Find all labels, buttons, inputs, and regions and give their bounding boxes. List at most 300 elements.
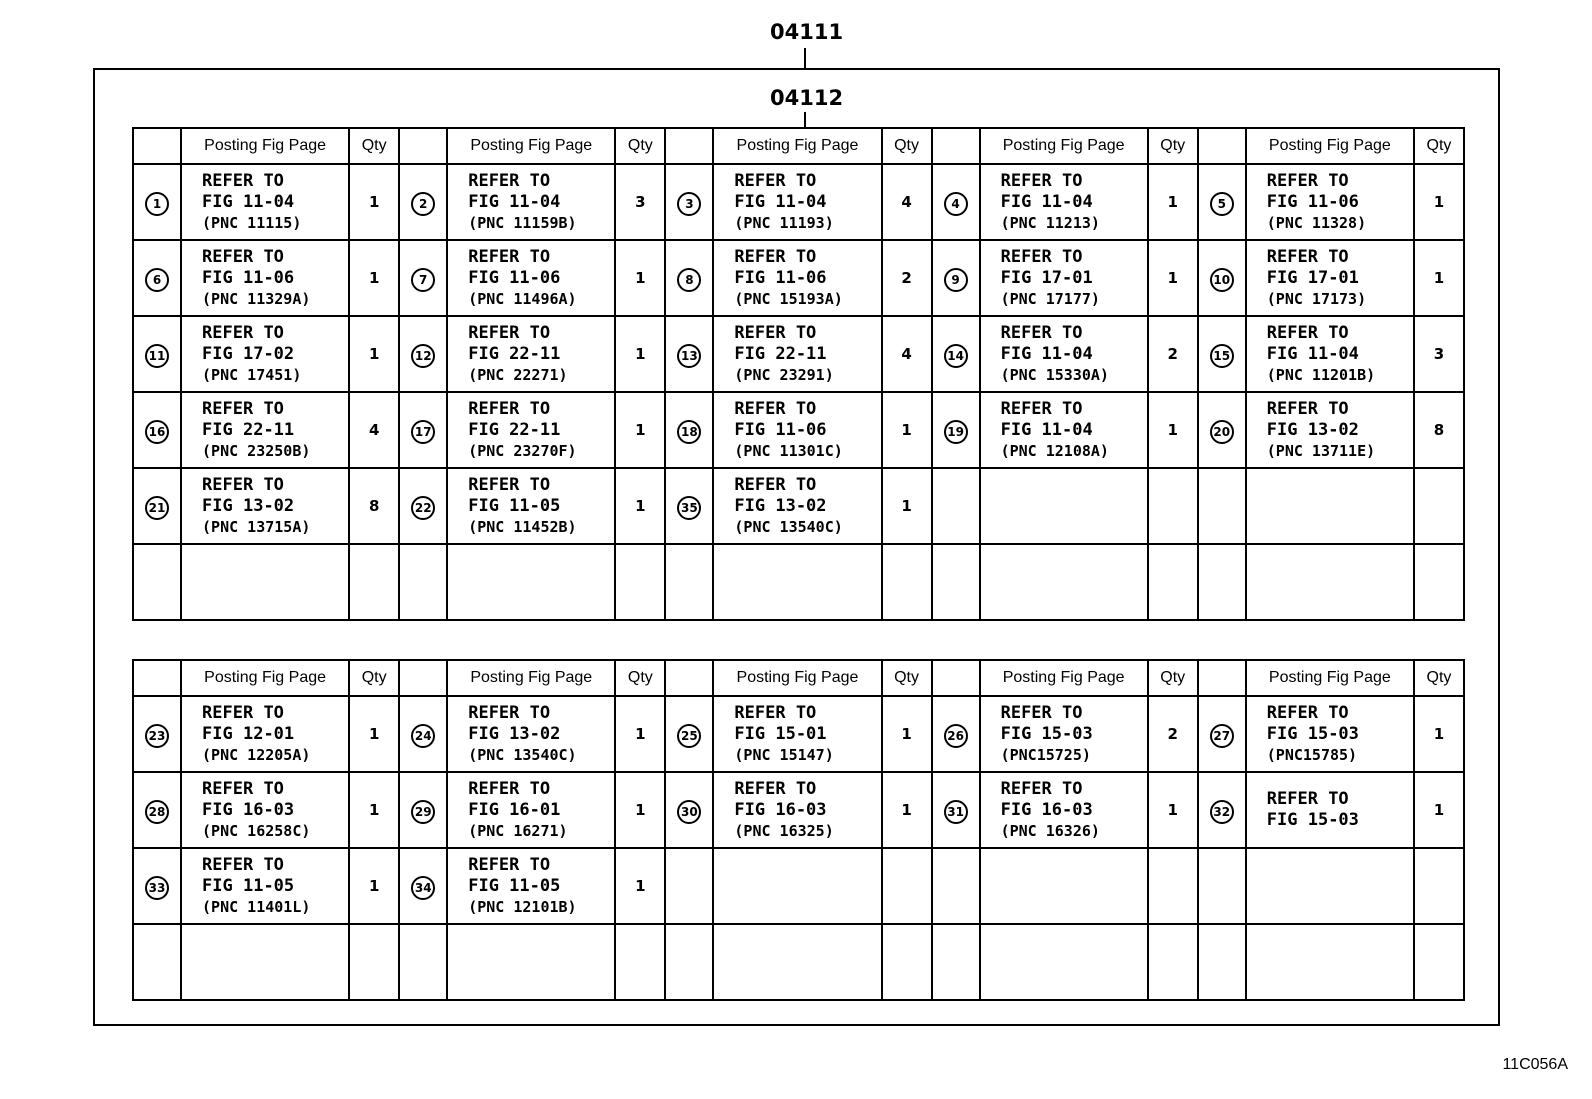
callout-number-cell [399, 848, 447, 924]
posting-reference-cell [980, 240, 1148, 316]
fig-page-text: FIG 15-01 [734, 723, 827, 744]
callout-number-cell [932, 544, 980, 620]
fig-page-text: FIG 17-01 [1266, 267, 1359, 288]
refer-to-text: REFER TO [1000, 778, 1083, 799]
header-posting-fig-page: Posting Fig Page [181, 128, 349, 164]
posting-reference-cell [980, 468, 1148, 544]
pnc-text: (PNC 15147) [734, 745, 834, 764]
refer-to-text: REFER TO [468, 170, 551, 191]
callout-number-cell [932, 164, 980, 240]
pnc-text: (PNC 11193) [734, 213, 834, 232]
callout-number: 3 [677, 192, 701, 216]
qty-cell [1414, 924, 1464, 1000]
header-blank [1198, 660, 1246, 696]
callout-number: 13 [677, 344, 701, 368]
callout-number-cell [133, 316, 181, 392]
fig-page-text: FIG 16-03 [202, 799, 295, 820]
posting-reference-cell [713, 392, 881, 468]
pnc-text: (PNC15785) [1266, 745, 1358, 764]
callout-number: 31 [944, 800, 968, 824]
fig-page-text: FIG 11-06 [202, 267, 295, 288]
header-qty: Qty [1148, 660, 1198, 696]
fig-page-text: FIG 11-04 [1000, 419, 1093, 440]
callout-number-cell [399, 392, 447, 468]
qty-cell: 8 [349, 468, 399, 544]
qty-cell: 2 [1148, 316, 1198, 392]
qty-cell: 1 [615, 316, 665, 392]
callout-number-cell [932, 468, 980, 544]
fig-page-text: FIG 11-04 [1266, 343, 1359, 364]
fig-page-text: FIG 15-03 [1000, 723, 1093, 744]
header-blank [665, 660, 713, 696]
posting-reference-cell [980, 772, 1148, 848]
refer-to-text: REFER TO [734, 474, 817, 495]
refer-to-text: REFER TO [202, 854, 284, 875]
qty-cell [349, 924, 399, 1000]
table-row [133, 772, 1464, 848]
callout-number-cell [1198, 848, 1246, 924]
refer-to-text: REFER TO [734, 398, 817, 419]
fig-page-text: FIG 22-11 [202, 419, 295, 440]
table-row [133, 164, 1464, 240]
header-blank [399, 660, 447, 696]
pnc-text: (PNC 11159B) [468, 213, 577, 232]
pnc-text: (PNC 11115) [202, 213, 302, 232]
fig-page-text: FIG 11-04 [734, 191, 827, 212]
table-row [133, 316, 1464, 392]
qty-cell: 1 [1148, 164, 1198, 240]
header-qty: Qty [615, 128, 665, 164]
fig-page-text: FIG 11-04 [468, 191, 561, 212]
header-qty: Qty [1414, 660, 1464, 696]
callout-number-cell [932, 696, 980, 772]
posting-reference-cell [980, 848, 1148, 924]
refer-to-text: REFER TO [202, 474, 284, 495]
pnc-text: (PNC 12108A) [1000, 441, 1109, 460]
fig-page-text: FIG 16-03 [1000, 799, 1093, 820]
callout-number-cell [399, 316, 447, 392]
callout-number-cell [133, 696, 181, 772]
header-posting-fig-page: Posting Fig Page [447, 128, 615, 164]
callout-number: 12 [411, 344, 435, 368]
pnc-text: (PNC 11301C) [734, 441, 843, 460]
pnc-text: (PNC 23270F) [468, 441, 577, 460]
posting-reference-cell [1246, 240, 1414, 316]
table-header-row [133, 128, 1464, 164]
fig-page-text: FIG 11-06 [734, 419, 827, 440]
callout-number-cell [932, 316, 980, 392]
callout-number-cell [399, 468, 447, 544]
pnc-text: (PNC 12205A) [202, 745, 311, 764]
qty-cell [615, 924, 665, 1000]
callout-number-cell [133, 544, 181, 620]
callout-number: 24 [411, 724, 435, 748]
pnc-text: (PNC 16258C) [202, 821, 311, 840]
fig-page-text: FIG 12-01 [202, 723, 295, 744]
refer-to-text: REFER TO [468, 854, 551, 875]
callout-number-cell [1198, 316, 1246, 392]
fig-page-text: FIG 16-03 [734, 799, 827, 820]
pnc-text: (PNC 11401L) [202, 897, 311, 916]
refer-to-text: REFER TO [1266, 789, 1349, 809]
refer-to-text: REFER TO [734, 702, 817, 723]
qty-cell: 1 [1414, 696, 1464, 772]
posting-reference-cell [1246, 696, 1414, 772]
refer-to-text: REFER TO [1000, 170, 1083, 191]
posting-reference-cell [1246, 924, 1414, 1000]
refer-to-text: REFER TO [202, 398, 284, 419]
refer-to-text: REFER TO [1266, 170, 1349, 191]
callout-number-cell [399, 164, 447, 240]
callout-number-cell [932, 772, 980, 848]
pnc-text: (PNC 16326) [1000, 821, 1100, 840]
fig-page-text: FIG 17-02 [202, 343, 295, 364]
refer-to-text: REFER TO [202, 322, 284, 343]
pnc-text: (PNC 13540C) [468, 745, 577, 764]
fig-page-text: FIG 22-11 [468, 343, 561, 364]
refer-to-text: REFER TO [1266, 246, 1349, 267]
posting-reference-cell [713, 696, 881, 772]
fig-page-text: FIG 13-02 [1266, 419, 1359, 440]
fig-page-text: FIG 11-06 [468, 267, 561, 288]
callout-number: 35 [677, 496, 701, 520]
qty-cell: 4 [882, 164, 932, 240]
subassembly-number: 04112 [770, 86, 844, 110]
posting-reference-cell [447, 544, 615, 620]
callout-number: 21 [145, 496, 169, 520]
refer-to-text: REFER TO [202, 778, 284, 799]
pnc-text: (PNC 13711E) [1266, 441, 1376, 460]
header-posting-fig-page: Posting Fig Page [181, 660, 349, 696]
header-blank [665, 128, 713, 164]
header-blank [133, 660, 181, 696]
callout-number: 23 [145, 724, 169, 748]
callout-number: 18 [677, 420, 701, 444]
callout-number-cell [665, 924, 713, 1000]
fig-page-text: FIG 11-04 [1000, 191, 1093, 212]
qty-cell: 1 [615, 696, 665, 772]
pnc-text: (PNC 11328) [1266, 213, 1367, 232]
posting-reference-cell [713, 848, 881, 924]
pnc-text: (PNC 17177) [1000, 289, 1100, 308]
pnc-text: (PNC 17451) [202, 365, 302, 384]
callout-number-cell [932, 240, 980, 316]
parts-table-lower [132, 659, 1465, 1001]
fig-page-text: FIG 11-05 [202, 875, 295, 896]
posting-reference-cell [181, 544, 349, 620]
fig-page-text: FIG 13-02 [202, 495, 295, 516]
posting-reference-cell [447, 164, 615, 240]
table-header-row [133, 660, 1464, 696]
posting-reference-cell [447, 696, 615, 772]
refer-to-text: REFER TO [468, 474, 551, 495]
pnc-text: (PNC 16325) [734, 821, 834, 840]
qty-cell: 1 [1414, 164, 1464, 240]
callout-number-cell [665, 468, 713, 544]
refer-to-text: REFER TO [202, 246, 284, 267]
refer-to-text: REFER TO [734, 778, 817, 799]
posting-reference-cell [713, 240, 881, 316]
header-blank [1198, 128, 1246, 164]
refer-to-text: REFER TO [1266, 398, 1349, 419]
qty-cell: 1 [349, 848, 399, 924]
refer-to-text: REFER TO [1000, 398, 1083, 419]
posting-reference-cell [980, 544, 1148, 620]
qty-cell: 1 [1148, 772, 1198, 848]
qty-cell: 1 [882, 696, 932, 772]
pnc-text: (PNC 15330A) [1000, 365, 1109, 384]
header-blank [399, 128, 447, 164]
qty-cell: 4 [349, 392, 399, 468]
callout-number: 29 [411, 800, 435, 824]
fig-page-text: FIG 22-11 [734, 343, 827, 364]
header-posting-fig-page: Posting Fig Page [1246, 660, 1414, 696]
qty-cell [882, 924, 932, 1000]
callout-number-cell [932, 924, 980, 1000]
posting-reference-cell [713, 316, 881, 392]
refer-to-text: REFER TO [1000, 322, 1083, 343]
pnc-text: (PNC 12101B) [468, 897, 577, 916]
callout-number: 15 [1210, 344, 1234, 368]
header-posting-fig-page: Posting Fig Page [1246, 128, 1414, 164]
pnc-text: (PNC 22271) [468, 365, 568, 384]
header-qty: Qty [882, 128, 932, 164]
callout-number: 26 [944, 724, 968, 748]
posting-reference-cell [980, 164, 1148, 240]
callout-number: 19 [944, 420, 968, 444]
qty-cell: 1 [615, 392, 665, 468]
callout-number-cell [399, 544, 447, 620]
callout-number-cell [1198, 468, 1246, 544]
refer-to-text: REFER TO [468, 322, 551, 343]
refer-to-text: REFER TO [202, 702, 284, 723]
fig-page-text: FIG 11-05 [468, 875, 561, 896]
qty-cell: 1 [1148, 392, 1198, 468]
header-posting-fig-page: Posting Fig Page [980, 660, 1148, 696]
callout-number-cell [1198, 392, 1246, 468]
posting-reference-cell [181, 924, 349, 1000]
callout-number-cell [399, 696, 447, 772]
qty-cell [1148, 544, 1198, 620]
fig-page-text: FIG 11-06 [1266, 191, 1359, 212]
posting-reference-cell [713, 468, 881, 544]
refer-to-text: REFER TO [1000, 702, 1083, 723]
qty-cell: 1 [615, 240, 665, 316]
pnc-text: (PNC 15193A) [734, 289, 843, 308]
refer-to-text: REFER TO [734, 246, 817, 267]
callout-number: 34 [411, 876, 435, 900]
callout-number: 20 [1210, 420, 1234, 444]
qty-cell: 1 [349, 772, 399, 848]
posting-reference-cell [980, 696, 1148, 772]
pnc-text: (PNC 23291) [734, 365, 834, 384]
posting-reference-cell [181, 696, 349, 772]
table-row [133, 696, 1464, 772]
qty-cell [615, 544, 665, 620]
pnc-text: (PNC 16271) [468, 821, 568, 840]
callout-number-cell [665, 164, 713, 240]
table-row [133, 392, 1464, 468]
posting-reference-cell [181, 772, 349, 848]
posting-reference-cell [713, 544, 881, 620]
callout-number-cell [133, 392, 181, 468]
posting-reference-cell [447, 848, 615, 924]
callout-number: 33 [145, 876, 169, 900]
fig-page-text: FIG 11-06 [734, 267, 827, 288]
qty-cell: 1 [882, 468, 932, 544]
fig-page-text: FIG 15-03 [1266, 810, 1359, 830]
callout-number-cell [399, 772, 447, 848]
callout-number-cell [665, 848, 713, 924]
callout-number-cell [665, 240, 713, 316]
header-qty: Qty [1414, 128, 1464, 164]
callout-number: 9 [944, 268, 968, 292]
callout-number-cell [133, 772, 181, 848]
pnc-text: (PNC 23250B) [202, 441, 311, 460]
callout-number-cell [133, 924, 181, 1000]
callout-number: 27 [1210, 724, 1234, 748]
posting-reference-cell [980, 392, 1148, 468]
fig-page-text: FIG 13-02 [468, 723, 561, 744]
fig-page-text: FIG 11-04 [1000, 343, 1093, 364]
callout-number: 10 [1210, 268, 1234, 292]
figure-id: 11C056A [1502, 1056, 1568, 1073]
header-blank [932, 128, 980, 164]
header-qty: Qty [1148, 128, 1198, 164]
qty-cell: 3 [615, 164, 665, 240]
callout-number: 14 [944, 344, 968, 368]
posting-reference-cell [447, 468, 615, 544]
callout-number: 16 [145, 420, 169, 444]
callout-number-cell [665, 696, 713, 772]
qty-cell [1148, 924, 1198, 1000]
callout-number-cell [1198, 924, 1246, 1000]
refer-to-text: REFER TO [734, 170, 817, 191]
posting-reference-cell [181, 316, 349, 392]
qty-cell: 1 [349, 316, 399, 392]
table-row [133, 468, 1464, 544]
posting-reference-cell [181, 240, 349, 316]
assembly-number: 04111 [770, 20, 844, 44]
posting-reference-cell [181, 392, 349, 468]
posting-reference-cell [1246, 468, 1414, 544]
fig-page-text: FIG 15-03 [1266, 723, 1359, 744]
posting-reference-cell [1246, 316, 1414, 392]
posting-reference-cell [447, 316, 615, 392]
callout-number-cell [1198, 544, 1246, 620]
callout-number-cell [1198, 772, 1246, 848]
qty-cell: 1 [349, 696, 399, 772]
fig-page-text: FIG 22-11 [468, 419, 561, 440]
header-qty: Qty [349, 128, 399, 164]
table-row [133, 240, 1464, 316]
callout-number: 2 [411, 192, 435, 216]
refer-to-text: REFER TO [1000, 246, 1083, 267]
subassembly-leader-line [804, 112, 806, 128]
qty-cell: 1 [349, 164, 399, 240]
posting-reference-cell [1246, 848, 1414, 924]
posting-reference-cell [447, 392, 615, 468]
parts-table-upper [132, 127, 1465, 621]
header-posting-fig-page: Posting Fig Page [447, 660, 615, 696]
callout-number-cell [665, 772, 713, 848]
refer-to-text: REFER TO [468, 246, 551, 267]
refer-to-text: REFER TO [468, 398, 551, 419]
qty-cell: 1 [615, 772, 665, 848]
refer-to-text: REFER TO [1266, 322, 1349, 343]
posting-reference-cell [447, 772, 615, 848]
refer-to-text: REFER TO [468, 702, 551, 723]
qty-cell: 2 [1148, 696, 1198, 772]
callout-number: 6 [145, 268, 169, 292]
fig-page-text: FIG 16-01 [468, 799, 561, 820]
callout-number-cell [1198, 164, 1246, 240]
fig-page-text: FIG 11-05 [468, 495, 561, 516]
callout-number: 11 [145, 344, 169, 368]
callout-number: 8 [677, 268, 701, 292]
pnc-text: (PNC 11452B) [468, 517, 577, 536]
callout-number: 32 [1210, 800, 1234, 824]
qty-cell [1414, 544, 1464, 620]
qty-cell: 1 [1148, 240, 1198, 316]
header-qty: Qty [615, 660, 665, 696]
posting-reference-cell [447, 924, 615, 1000]
pnc-text: (PNC15725) [1000, 745, 1091, 764]
refer-to-text: REFER TO [202, 170, 284, 191]
pnc-text: (PNC 11213) [1000, 213, 1100, 232]
posting-reference-cell [980, 316, 1148, 392]
posting-reference-cell [1246, 164, 1414, 240]
qty-cell [1148, 848, 1198, 924]
qty-cell: 1 [1414, 772, 1464, 848]
qty-cell: 3 [1414, 316, 1464, 392]
callout-number: 22 [411, 496, 435, 520]
pnc-text: (PNC 11329A) [202, 289, 311, 308]
posting-reference-cell [181, 468, 349, 544]
posting-reference-cell [713, 924, 881, 1000]
qty-cell [1414, 848, 1464, 924]
qty-cell [349, 544, 399, 620]
posting-reference-cell [181, 164, 349, 240]
callout-number-cell [665, 544, 713, 620]
header-posting-fig-page: Posting Fig Page [713, 128, 881, 164]
pnc-text: (PNC 17173) [1266, 289, 1367, 308]
qty-cell [1414, 468, 1464, 544]
qty-cell: 1 [615, 848, 665, 924]
callout-number: 25 [677, 724, 701, 748]
pnc-text: (PNC 11496A) [468, 289, 577, 308]
qty-cell: 1 [1414, 240, 1464, 316]
header-blank [932, 660, 980, 696]
table-row [133, 544, 1464, 620]
table-row [133, 848, 1464, 924]
callout-number-cell [932, 392, 980, 468]
qty-cell: 4 [882, 316, 932, 392]
callout-number: 30 [677, 800, 701, 824]
callout-number-cell [133, 468, 181, 544]
table-row [133, 924, 1464, 1000]
qty-cell [882, 544, 932, 620]
fig-page-text: FIG 13-02 [734, 495, 827, 516]
callout-number-cell [399, 240, 447, 316]
pnc-text: (PNC 11201B) [1266, 365, 1376, 384]
header-qty: Qty [882, 660, 932, 696]
header-qty: Qty [349, 660, 399, 696]
qty-cell: 2 [882, 240, 932, 316]
refer-to-text: REFER TO [734, 322, 817, 343]
header-blank [133, 128, 181, 164]
callout-number: 1 [145, 192, 169, 216]
